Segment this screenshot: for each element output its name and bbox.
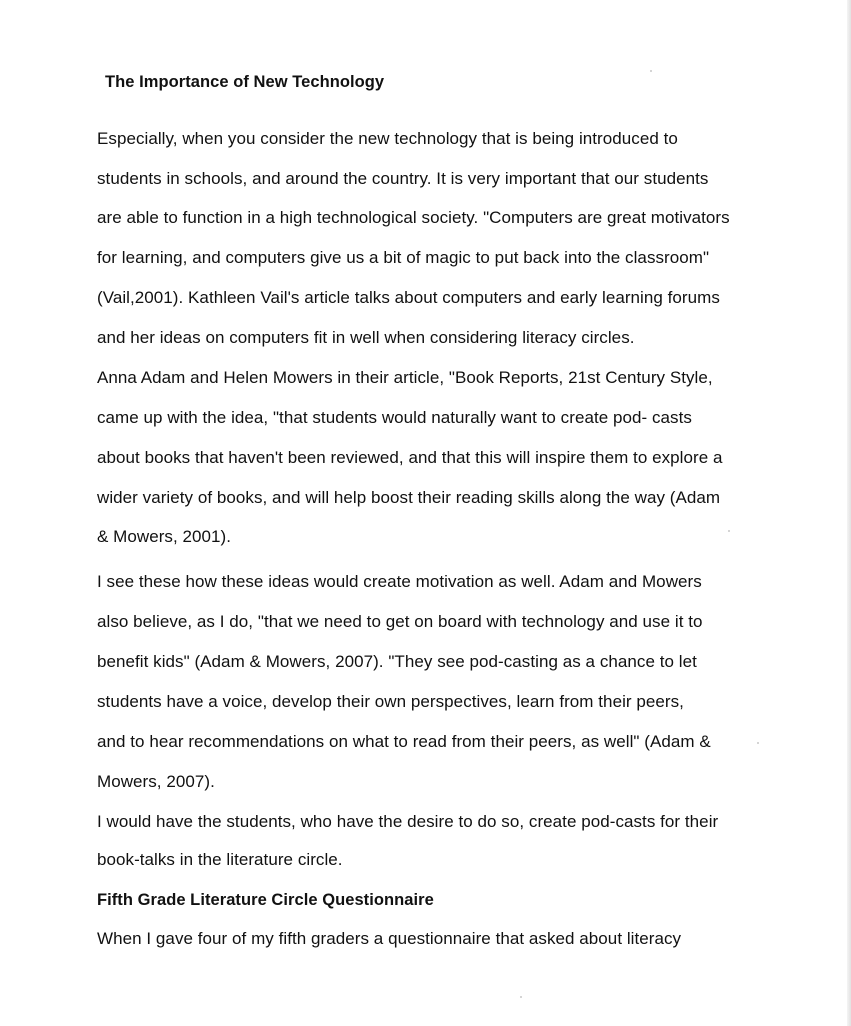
scan-speck	[757, 742, 759, 744]
text-line: about books that haven't been reviewed, and that this will inspire them to explore a	[97, 448, 723, 467]
text-line: are able to function in a high technological society. "Computers are great motivators	[97, 208, 730, 227]
text-line: students have a voice, develop their own perspectives, learn from their peers,	[97, 692, 684, 711]
text-line: and her ideas on computers fit in well when considering literacy circles.	[97, 328, 635, 347]
scan-speck	[728, 530, 730, 532]
text-line: I see these how these ideas would create motivation as well. Adam and Mowers	[97, 572, 702, 591]
text-line: Anna Adam and Helen Mowers in their article, "Book Reports, 21st Century Style,	[97, 368, 713, 387]
scan-speck	[520, 996, 522, 998]
text-line: I would have the students, who have the desire to do so, create pod-casts for their	[97, 812, 719, 831]
page-edge	[847, 0, 851, 1026]
text-line: and to hear recommendations on what to read from their peers, as well" (Adam &	[97, 732, 711, 751]
text-line: benefit kids" (Adam & Mowers, 2007). "They see pod-casting as a chance to let	[97, 652, 697, 671]
text-line: When I gave four of my fifth graders a questionnaire that asked about literacy	[97, 929, 682, 948]
section-heading: Fifth Grade Literature Circle Questionnaire	[97, 891, 434, 909]
text-line: Especially, when you consider the new technology that is being introduced to	[97, 129, 678, 148]
text-line: Mowers, 2007).	[97, 772, 215, 791]
page-title: The Importance of New Technology	[105, 73, 385, 91]
text-line: wider variety of books, and will help boost their reading skills along the way (Adam	[97, 488, 721, 507]
scan-speck	[650, 70, 652, 72]
text-line: book-talks in the literature circle.	[97, 850, 343, 869]
text-line: came up with the idea, "that students would naturally want to create pod- casts	[97, 408, 692, 427]
text-line: students in schools, and around the country. It is very important that our students	[97, 169, 709, 188]
text-line: & Mowers, 2001).	[97, 527, 232, 546]
text-line: (Vail,2001). Kathleen Vail's article talks about computers and early learning forums	[97, 288, 720, 307]
text-line: for learning, and computers give us a bit of magic to put back into the classroom"	[97, 248, 710, 267]
text-line: also believe, as I do, "that we need to get on board with technology and use it to	[97, 612, 703, 631]
